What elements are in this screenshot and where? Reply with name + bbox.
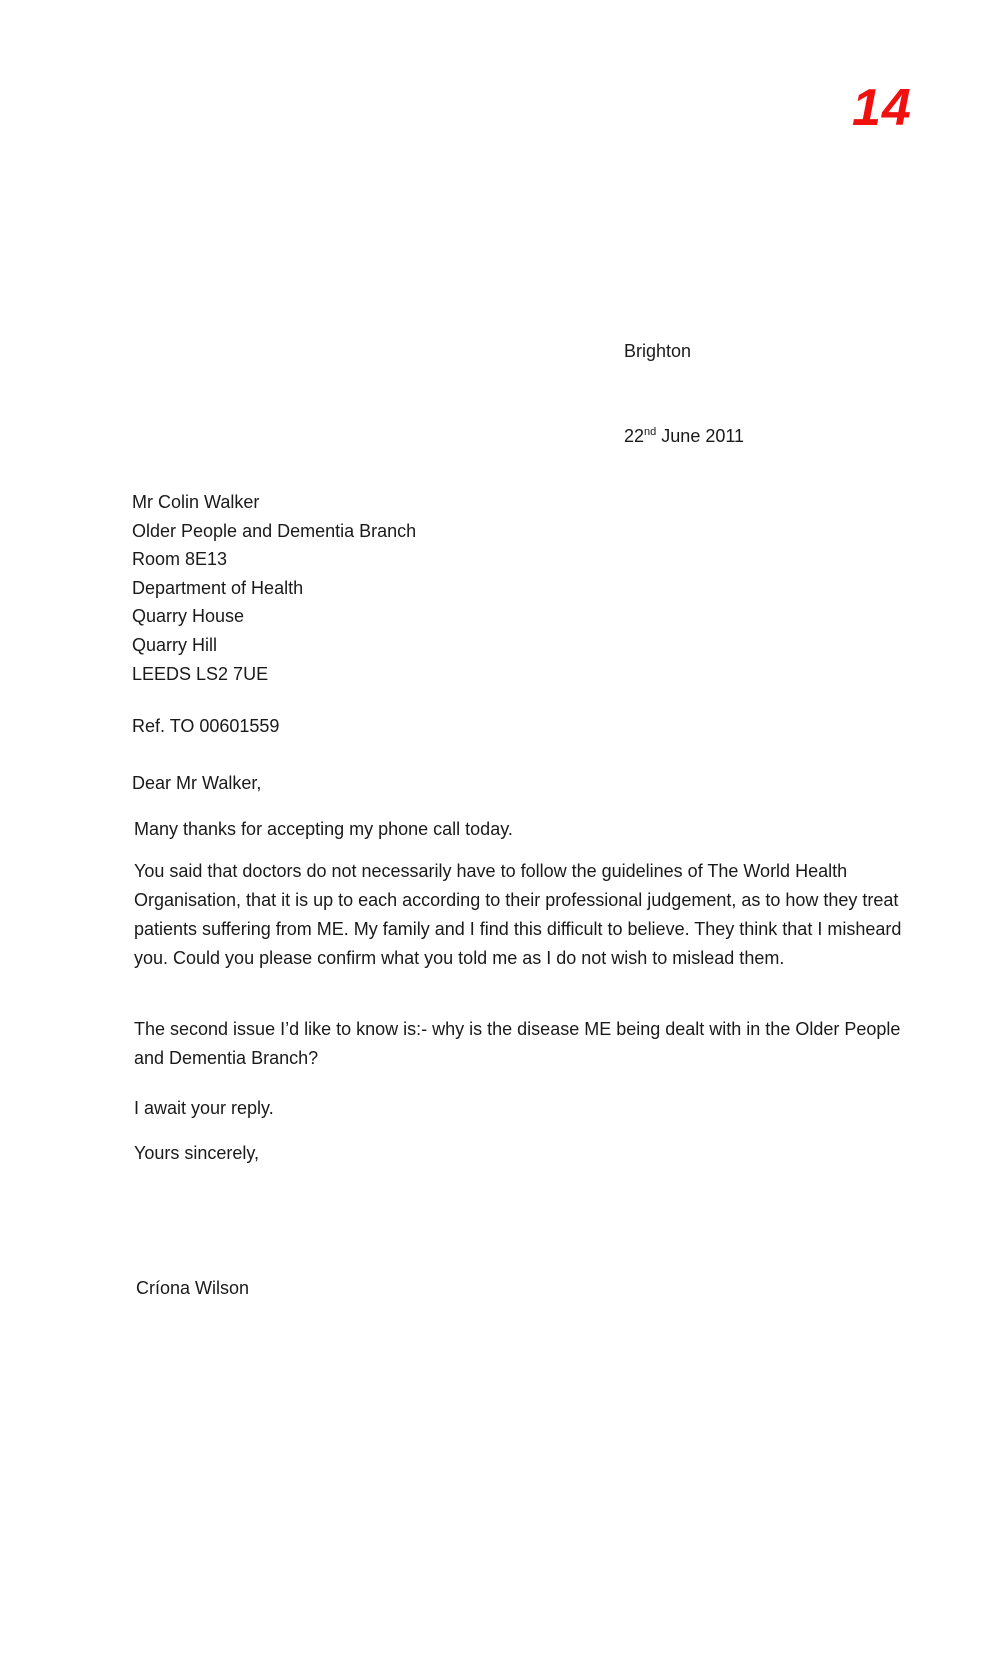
body-paragraph: The second issue I’d like to know is:- why is the disease ME being dealt with in the Older People and Dementia Branch? [134,1019,901,1068]
recipient-address [132,488,416,688]
recipient-building: Quarry House [132,606,245,627]
date-suffix: nd [644,426,657,438]
recipient-department: Department of Health [132,577,304,598]
recipient-street: Quarry Hill [132,634,218,655]
recipient-room: Room 8E13 [132,549,228,570]
recipient-city-postcode: LEEDS LS2 7UE [132,663,269,684]
recipient-name: Mr Colin Walker [132,492,260,512]
body-paragraph: I await your reply. [134,1098,274,1118]
closing: Yours sincerely, [134,1143,260,1163]
salutation: Dear Mr Walker, [132,773,262,793]
date-rest: June 2011 [661,426,745,446]
signer-name: Críona Wilson [136,1278,250,1298]
body-paragraph: You said that doctors do not necessarily have to follow the guidelines of The World Health Organisation, that it is up to each according to their professional judgement, as to how they treat patients suffering from ME. My family and I find this difficult to believe. They think that I misheard you. Could you please confirm what you told me as I do not wish to mislead them. [134,861,902,968]
reference-number: Ref. TO 00601559 [132,716,280,736]
page-number: 14 [852,79,912,137]
body-paragraph: Many thanks for accepting my phone call today. [134,819,513,839]
letter-date [624,427,744,445]
sender-town: Brighton [624,341,692,361]
recipient-branch: Older People and Dementia Branch [132,520,417,541]
date-day: 22 [624,426,645,446]
